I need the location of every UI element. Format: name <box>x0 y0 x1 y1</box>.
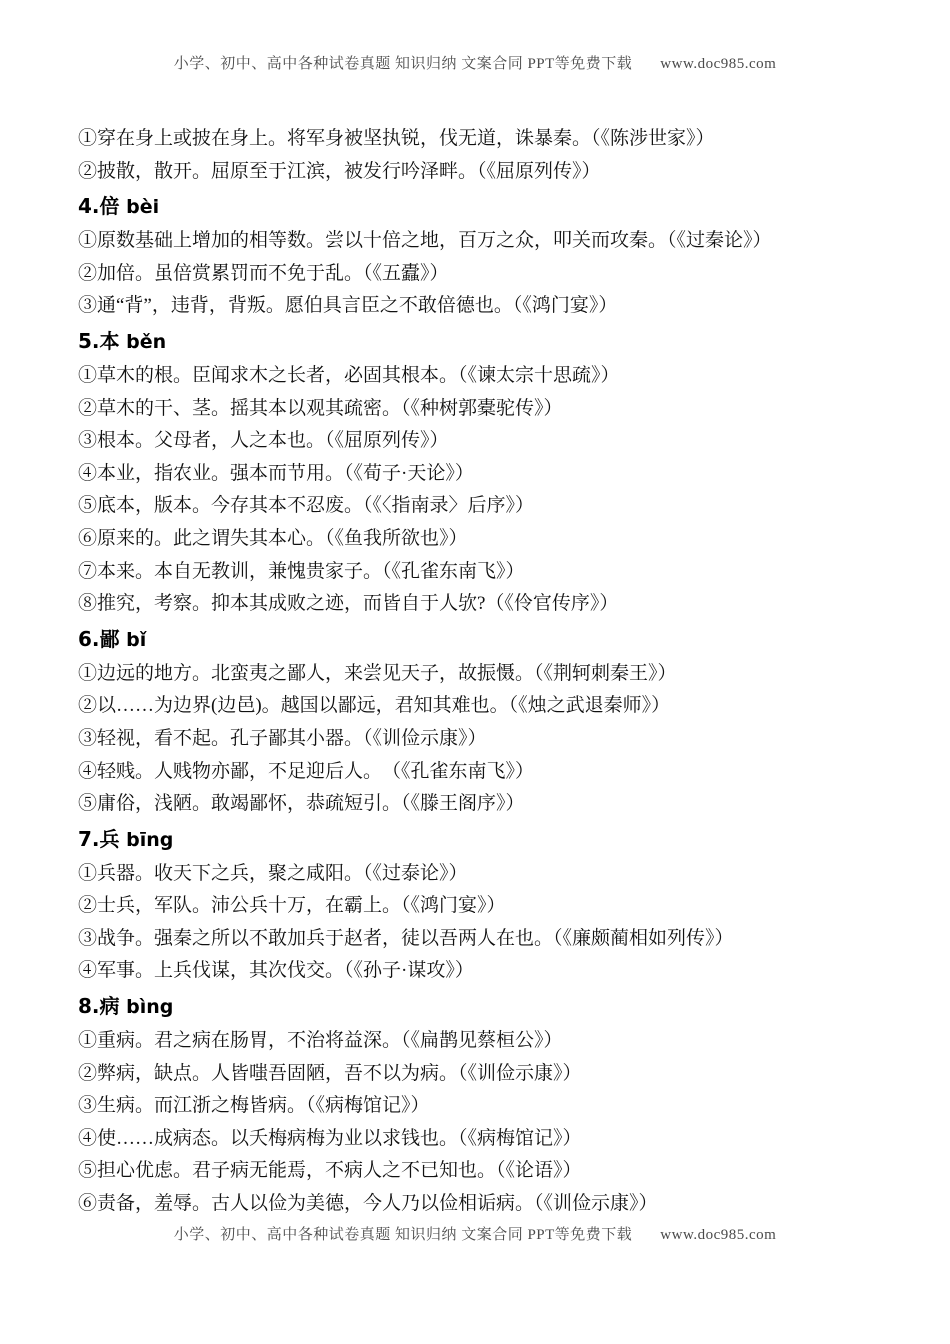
page-header <box>0 0 950 73</box>
sense-line: ⑤庸俗，浅陋。敢竭鄙怀，恭疏短引。（《滕王阁序》） <box>78 793 525 815</box>
sense-line: ①穿在身上或披在身上。将军身被坚执锐，伐无道，诛暴秦。（《陈涉世家》） <box>78 128 715 149</box>
entry-heading <box>78 824 890 856</box>
sense-line: ②以……为边界(边邑)。越国以鄙远，君知其难也。（《烛之武退秦师》） <box>78 695 671 717</box>
sense-line: ⑤底本，版本。今存其本不忍废。（《〈指南录〉后序》） <box>78 495 535 517</box>
sense-line: ①重病。君之病在肠胃，不治将益深。（《扁鹊见蔡桓公》） <box>78 1030 563 1052</box>
sense-line: ②士兵，军队。沛公兵十万，在霸上。（《鸿门宴》） <box>78 895 506 917</box>
footer-text: 小学、初中、高中各种试卷真题 知识归纳 文案合同 PPT等免费下载 <box>173 1226 633 1243</box>
sense-line: ⑥责备，羞辱。古人以俭为美德，今人乃以俭相诟病。（《训俭示康》） <box>78 1193 658 1215</box>
entry-pinyin: běn <box>119 330 167 353</box>
entry-number-word: 4.倍 <box>78 194 120 219</box>
entry-pinyin: bìng <box>119 996 174 1019</box>
sense-line: ②草木的干、茎。摇其本以观其疏密。（《种树郭橐驼传》） <box>78 397 563 419</box>
sense-line: ③轻视，看不起。孔子鄙其小器。（《训俭示康》） <box>78 727 487 749</box>
entry-heading <box>78 624 890 656</box>
sense-line: ③战争。强秦之所以不敢加兵于赵者，徒以吾两人在也。（《廉颇蔺相如列传》） <box>78 927 734 949</box>
entry-number-word: 7.兵 <box>78 826 120 851</box>
sense-line: ③根本。父母者，人之本也。（《屈原列传》） <box>78 430 449 452</box>
sense-line: ④军事。上兵伐谋，其次伐交。（《孙子·谋攻》） <box>78 960 474 982</box>
entry-heading <box>78 326 890 358</box>
sense-line: ①边远的地方。北蛮夷之鄙人，来尝见天子，故振慑。（《荆轲刺秦王》） <box>78 662 677 684</box>
sense-line: ⑥原来的。此之谓失其本心。（《鱼我所欲也》） <box>78 527 468 549</box>
document-content <box>78 123 890 1221</box>
sense-line: ①原数基础上增加的相等数。尝以十倍之地，百万之众，叩关而攻秦。（《过秦论》） <box>78 230 772 252</box>
entry-heading <box>78 191 890 223</box>
sense-line: ①兵器。收天下之兵，聚之咸阳。（《过泰论》） <box>78 862 468 884</box>
sense-line: ④使……成病态。以夭梅病梅为业以求钱也。（《病梅馆记》） <box>78 1127 582 1149</box>
sense-line: ①草木的根。臣闻求木之长者，必固其根本。（《谏太宗十思疏》） <box>78 364 620 386</box>
entry-pinyin: bīng <box>119 828 174 851</box>
entry-number-word: 8.病 <box>78 994 120 1019</box>
entry-pinyin: bǐ <box>119 628 147 651</box>
sense-line: ②弊病，缺点。人皆嗤吾固陋，吾不以为病。（《训俭示康》） <box>78 1062 582 1084</box>
sense-line: ④轻贱。人贱物亦鄙，不足迎后人。 （《孔雀东南飞》） <box>78 760 535 782</box>
sense-line: ③生病。而江浙之梅皆病。（《病梅馆记》） <box>78 1095 430 1117</box>
sense-line: ②加倍。虽倍赏累罚而不免于乱。（《五蠹》） <box>78 262 449 284</box>
entry-pinyin: bèi <box>119 196 160 219</box>
sense-line: ⑤担心优虑。君子病无能焉，不病人之不已知也。（《论语》） <box>78 1160 582 1182</box>
entry-heading <box>78 991 890 1023</box>
sense-line: ⑧推究，考察。抑本其成败之迹，而皆自于人欤?（《伶官传序》） <box>78 593 619 615</box>
entry-number-word: 6.鄙 <box>78 626 120 651</box>
page-footer <box>0 1223 950 1244</box>
sense-line: ②披散，散开。屈原至于江滨，被发行吟泽畔。（《屈原列传》） <box>78 160 601 182</box>
header-site-link: www.doc985.com <box>660 56 777 72</box>
header-text: 小学、初中、高中各种试卷真题 知识归纳 文案合同 PPT等免费下载 <box>173 56 633 72</box>
sense-line: ④本业，指农业。强本而节用。（《荀子·天论》） <box>78 462 474 484</box>
footer-site-link: www.doc985.com <box>660 1226 777 1243</box>
sense-line: ③通“背”，违背，背叛。愿伯具言臣之不敢倍德也。（《鸿门宴》） <box>78 295 618 317</box>
entry-number-word: 5.本 <box>78 328 120 353</box>
sense-line: ⑦本来。本自无教训，兼愧贵家子。（《孔雀东南飞》） <box>78 560 525 582</box>
